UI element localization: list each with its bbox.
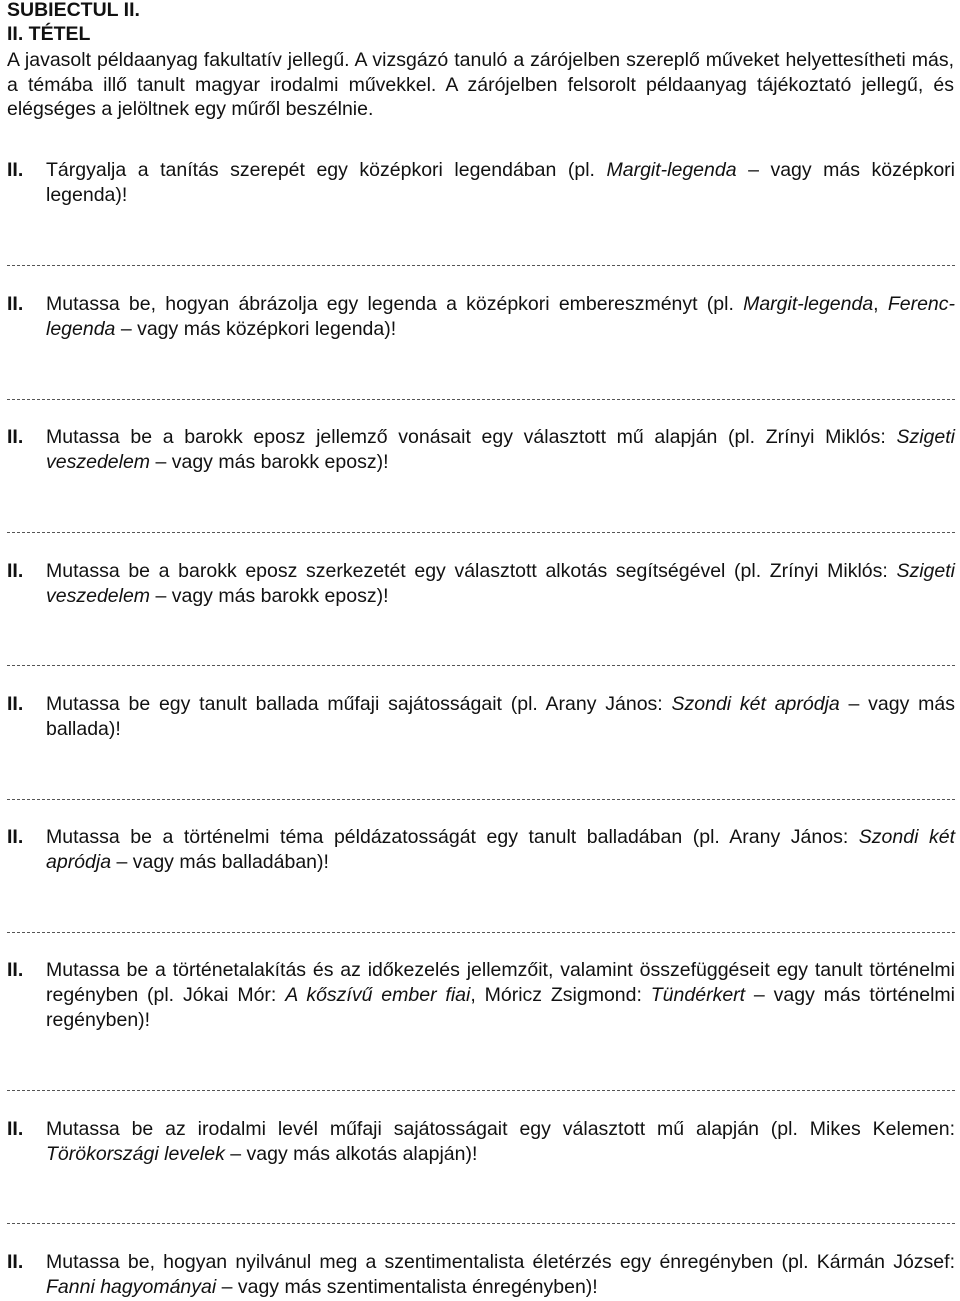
item-number: II. (7, 560, 24, 582)
text-run: – vagy más barokk eposz)! (150, 585, 389, 607)
work-title: Törökországi levelek (46, 1143, 225, 1165)
text-run: Mutassa be a barokk eposz jellemző vonásait egy választott mű alapján (pl. Zrínyi Miklós: (46, 426, 897, 448)
exam-item-5 (7, 692, 955, 742)
item-number: II. (7, 826, 24, 848)
exam-item-6 (7, 825, 955, 875)
text-run: – vagy más ballada)! (46, 693, 955, 740)
work-title: A kőszívű ember fiai (285, 984, 471, 1006)
item-number: II. (7, 1251, 24, 1273)
work-title: Szigeti veszedelem (46, 426, 955, 473)
text-run: Tárgyalja a tanítás szerepét egy középkori legendában (pl. (46, 159, 607, 181)
intro-paragraph: A javasolt példaanyag fakultatív jellegű. A vizsgázó tanuló a zárójelben szereplő műveket helyettesítheti más, a témába illő tanult magyar irodalmi művekkel. A zárójelben felsorolt példaanyag tájékoztató jellegű, és elégséges a jelöltnek egy műről beszélnie. (7, 49, 954, 120)
exam-item-2 (7, 292, 955, 342)
work-title: Szondi két apródja (671, 693, 840, 715)
text-run: Mutassa be a történetalakítás és az időkezelés jellemzőit, valamint összefüggéseit egy tanult történelmi regényben (pl. Jókai Mór: (46, 959, 955, 1006)
text-run: Mutassa be a barokk eposz szerkezetét egy választott alkotás segítségével (pl. Zrínyi Miklós: (46, 560, 897, 582)
work-title: Margit-legenda (606, 159, 737, 181)
text-run: , (873, 293, 888, 315)
answer-line (7, 932, 955, 933)
answer-line (7, 1090, 955, 1091)
work-title: Ferenc-legenda (46, 293, 955, 340)
item-text (46, 1250, 955, 1300)
exam-item-4 (7, 559, 955, 609)
work-title: Szigeti veszedelem (46, 560, 955, 607)
item-text (46, 559, 955, 609)
text-run: Mutassa be egy tanult ballada műfaji sajátosságait (pl. Arany János: (46, 693, 672, 715)
answer-line (7, 665, 955, 666)
item-text (46, 825, 955, 875)
text-run: – vagy más történelmi regényben)! (46, 984, 955, 1031)
item-text (46, 425, 955, 475)
text-run: – vagy más középkori legenda)! (115, 318, 397, 340)
work-title: Fanni hagyományai (46, 1276, 217, 1298)
text-run: – vagy más alkotás alapján)! (224, 1143, 478, 1165)
text-run: – vagy más barokk eposz)! (150, 451, 389, 473)
work-title: Margit-legenda (743, 293, 874, 315)
item-number: II. (7, 293, 24, 315)
answer-line (7, 799, 955, 800)
text-run: – vagy más szentimentalista énregényben)! (216, 1276, 598, 1298)
exam-item-1 (7, 158, 955, 208)
item-text (46, 292, 955, 342)
text-run: Mutassa be a történelmi téma példázatosságát egy tanult balladában (pl. Arany János: (46, 826, 859, 848)
item-text (46, 692, 955, 742)
answer-line (7, 532, 955, 533)
item-text (46, 958, 955, 1033)
answer-line (7, 1223, 955, 1224)
exam-item-8 (7, 1117, 955, 1167)
text-run: – vagy más középkori legenda)! (46, 159, 955, 206)
exam-item-3 (7, 425, 955, 475)
subject-heading: SUBIECTUL II. (7, 0, 140, 21)
text-run: Mutassa be az irodalmi levél műfaji sajátosságait egy választott mű alapján (pl. Mikes Kelemen: (46, 1118, 955, 1140)
item-number: II. (7, 426, 24, 448)
work-title: Szondi két apródja (46, 826, 955, 873)
item-number: II. (7, 1118, 24, 1140)
section-heading: II. TÉTEL (7, 23, 91, 45)
item-number: II. (7, 693, 24, 715)
answer-line (7, 265, 955, 266)
text-run: Mutassa be, hogyan nyilvánul meg a szentimentalista életérzés egy énregényben (pl. Kármán József: (46, 1251, 955, 1273)
answer-line (7, 399, 955, 400)
work-title: Tündérkert (650, 984, 746, 1006)
exam-item-9 (7, 1250, 955, 1300)
text-run: Mutassa be, hogyan ábrázolja egy legenda a középkori embereszményt (pl. (46, 293, 744, 315)
exam-item-7 (7, 958, 955, 1033)
item-number: II. (7, 159, 24, 181)
item-text (46, 1117, 955, 1167)
text-run: – vagy más balladában)! (111, 851, 329, 873)
item-number: II. (7, 959, 24, 981)
text-run: , Móricz Zsigmond: (470, 984, 651, 1006)
item-text (46, 158, 955, 208)
